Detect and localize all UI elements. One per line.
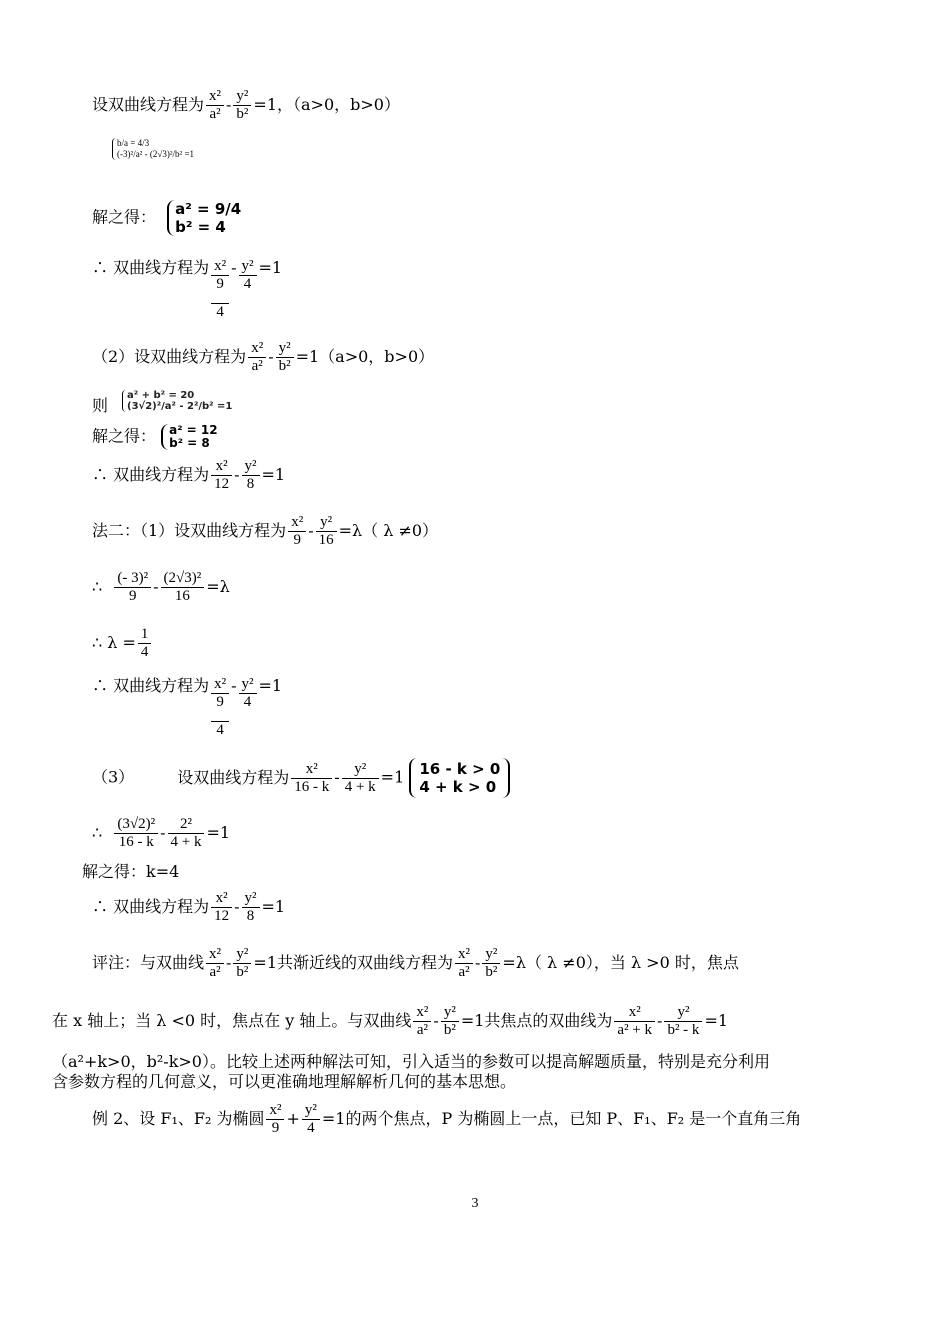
page-number: 3 [471, 1196, 479, 1211]
condition-system: 16 - k > 0 4 + k > 0 [409, 758, 510, 798]
line-7: ∴ 双曲线方程为 $\frac{\text{x²}}{12}$ - $\frac{\text{y²}}{8}$ =1 [92, 458, 286, 492]
fraction: x² 9 4 [211, 676, 229, 739]
text: 设双曲线方程为 [92, 95, 205, 114]
fraction: $\frac{\text{y²}}{8}$ [242, 890, 260, 925]
fraction: $\frac{\text{x²}}{\text{a²}}$ [206, 946, 224, 981]
solution-system-2: a² = 12 b² = 8 [161, 424, 217, 450]
line-2: 解之得： a² = 9/4 b² = 4 [92, 200, 242, 236]
line-11: ∴ 双曲线方程为 x² 9 4 - $\frac{\text{y²}}{4}$ =1 [92, 676, 283, 738]
fraction: $\frac{\text{y²}}{\text{b²}}$ [482, 946, 500, 981]
fraction: $\frac{\text{2²}}{4 + k}$ [168, 816, 205, 851]
line-4: （2）设双曲线方程为 $\frac{\text{x²}}{\text{a²}}$ - $\frac{\text{y²}}{\text{b²}}$ =1（a>0，b>0） [92, 340, 435, 374]
fraction: $\frac{\text{y²}}{\text{b² - k}}$ [664, 1004, 702, 1039]
line-17: 在 x 轴上；当 λ <0 时，焦点在 y 轴上。与双曲线 $\frac{\text{x²}}{\text{a²}}$ - $\frac{\text{y²}}{\text{b²}}$ =1共焦点的双曲线为 $\frac{\text{x²}}{\text{a² + k}}$ - $\frac{\text{y²}}{\text{b² - k}}$ =1 [52, 1004, 729, 1038]
equation-system-small: b/a = 4/3 (-3)²/a² - (2√3)²/b² =1 [112, 138, 194, 160]
solution-system: a² = 9/4 b² = 4 [167, 200, 241, 236]
line-10: ∴ λ = $\frac{1}{4}$ [92, 626, 153, 661]
fraction: $\frac{\text{y²}}{4}$ [302, 1102, 320, 1137]
line-9: ∴ $\frac{\text{(- 3)²}}{9}$ - $\frac{\text{(2√3)²}}{16}$ =λ [92, 570, 230, 604]
fraction: $\frac{\text{x²}}{16 - k}$ [291, 761, 332, 796]
fraction: $\frac{\text{x²}}{\text{a²}}$ [248, 340, 266, 375]
text: =1，（a>0，b>0） [253, 95, 400, 114]
fraction: $\frac{\text{y²}}{\text{b²}}$ [233, 946, 251, 981]
fraction: $\frac{\text{x²}}{12}$ [211, 890, 232, 925]
line-3: ∴ 双曲线方程为 x² 9 4 - $\frac{\text{y²}}{4}$ =1 [92, 258, 283, 320]
fraction: $\frac{\text{x²}}{9}$ [288, 514, 306, 549]
line-1: 设双曲线方程为 $\frac{\text{x²}}{\text{a²}}$ - $\frac{\text{y²}}{\text{b²}}$ =1，（a>0，b>0） [92, 88, 400, 122]
fraction: $\frac{\text{y²}}{8}$ [242, 458, 260, 493]
fraction: $\frac{\text{x²}}{\text{a²}}$ [413, 1004, 431, 1039]
line-12: （3） 设双曲线方程为 $\frac{\text{x²}}{16 - k}$ - $\frac{\text{y²}}{4 + k}$ =1 16 - k > 0 4 + k > 0 [92, 758, 510, 798]
fraction: $\frac{\text{x²}}{\text{a² + k}}$ [614, 1004, 655, 1039]
fraction: $\frac{\text{y²}}{\text{b²}}$ [441, 1004, 459, 1039]
fraction: $\frac{\text{y²}}{4}$ [239, 676, 257, 711]
line-16: 评注：与双曲线 $\frac{\text{x²}}{\text{a²}}$ - $\frac{\text{y²}}{\text{b²}}$ =1共渐近线的双曲线方程为 $\frac{\text{x²}}{\text{a²}}$ - $\frac{\text{y²}}{\text{b²}}$ =λ（ λ ≠0），当 λ >0 时，焦点 [92, 946, 739, 980]
line-6: 解之得： a² = 12 b² = 8 [92, 423, 218, 450]
equation-system-small-2: a² + b² = 20 (3√2)²/a² - 2²/b² =1 [122, 390, 232, 412]
fraction: $\frac{\text{y²}}{16}$ [316, 514, 337, 549]
fraction: $\frac{\text{y²}}{4}$ [239, 258, 257, 293]
line-14: 解之得：k=4 [82, 862, 180, 881]
line-13: ∴ $\frac{\text{(3√2)²}}{16 - k}$ - $\frac{\text{2²}}{4 + k}$ =1 [92, 816, 231, 850]
fraction: $\frac{\text{x²}}{9}$ [266, 1102, 284, 1137]
fraction: $\frac{\text{x²}}{12}$ [211, 458, 232, 493]
fraction: $\frac{\text{(2√3)²}}{16}$ [161, 570, 205, 605]
fraction: $\frac{\text{x²}}{\text{a²}}$ [455, 946, 473, 981]
fraction: $\frac{\text{y²}}{4 + k}$ [342, 761, 379, 796]
fraction: $\frac{\text{(3√2)²}}{16 - k}$ [114, 816, 158, 851]
fraction: $\frac{\text{y²}}{\text{b²}}$ [233, 88, 251, 123]
line-20: 例 2、设 F₁、F₂ 为椭圆 $\frac{\text{x²}}{9}$ + $\frac{\text{y²}}{4}$ =1的两个焦点，P 为椭圆上一点，已知 P、F₁、F₂ 是一个直角三角 [92, 1102, 802, 1136]
line-8: 法二：（1）设双曲线方程为 $\frac{\text{x²}}{9}$ - $\frac{\text{y²}}{16}$ =λ（ λ ≠0） [92, 514, 439, 548]
fraction: $\frac{\text{(- 3)²}}{9}$ [114, 570, 151, 605]
fraction: $\frac{\text{y²}}{\text{b²}}$ [276, 340, 294, 375]
paragraph-line-19: 含参数方程的几何意义，可以更准确地理解解析几何的基本思想。 [52, 1072, 517, 1091]
line-15: ∴ 双曲线方程为 $\frac{\text{x²}}{12}$ - $\frac{\text{y²}}{8}$ =1 [92, 890, 286, 924]
line-5: 则 [92, 396, 109, 415]
fraction: x² 9 4 [211, 258, 229, 321]
fraction: $\frac{1}{4}$ [138, 626, 152, 661]
paragraph-line-18: （a²+k>0，b²-k>0）。比较上述两种解法可知，引入适当的参数可以提高解题质量，特别是充分利用 [52, 1052, 770, 1071]
fraction: $\frac{\text{x²}}{\text{a²}}$ [206, 88, 224, 123]
